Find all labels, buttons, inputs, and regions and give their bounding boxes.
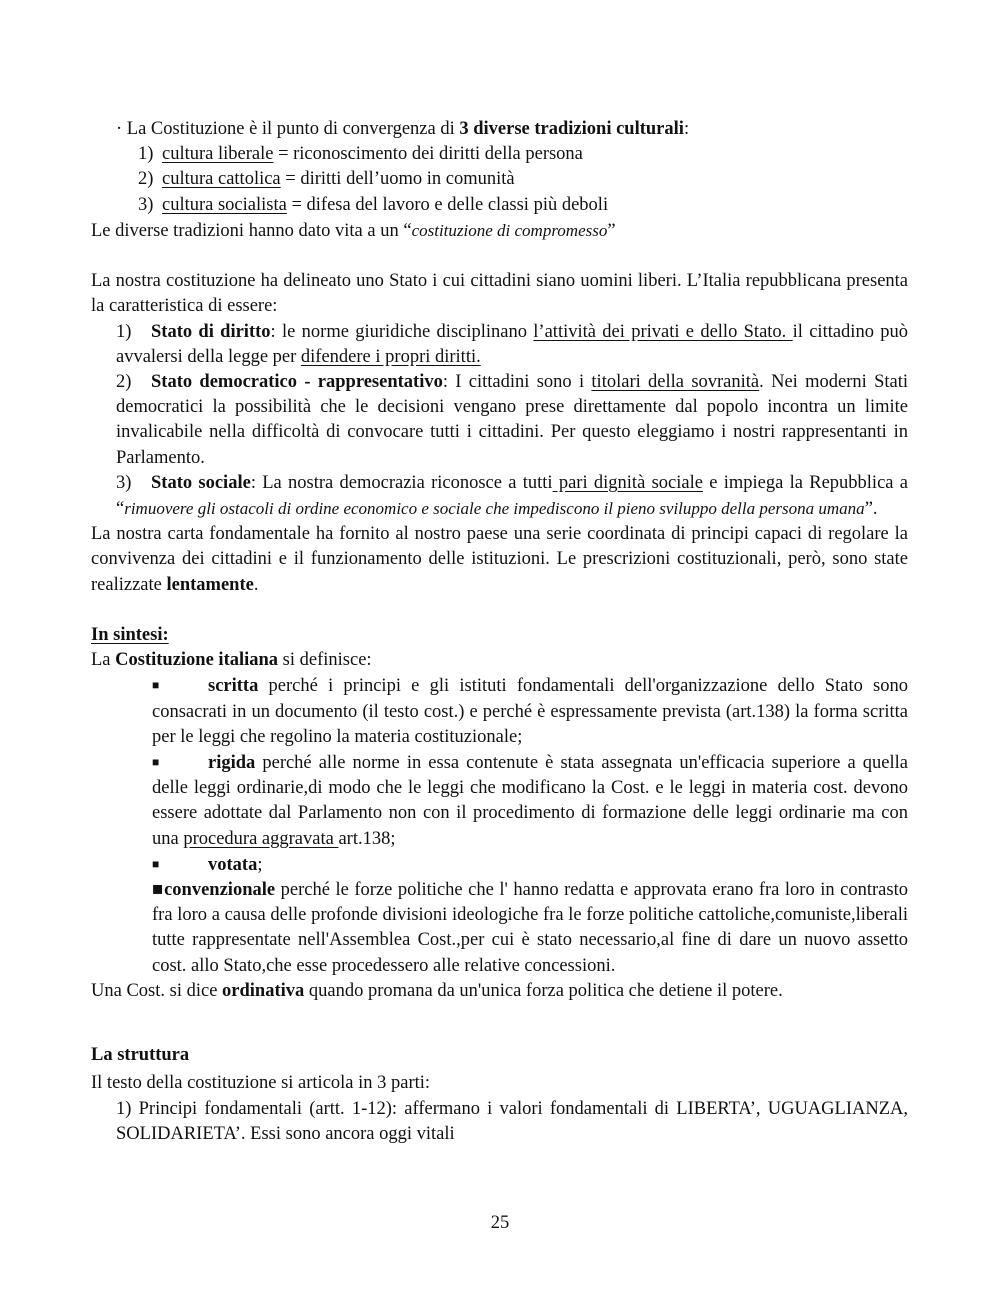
- item-quote: rimuovere gli ostacoli di ordine economico e sociale che impediscono il pieno sviluppo della persona umana: [124, 499, 865, 519]
- struttura-intro: Il testo della costituzione si articola in 3 parti:: [91, 1073, 431, 1094]
- bullet-text: perché i principi e gli istituti fondamentali dell'organizzazione dello Stato sono consacrati in un documento (il testo cost.) e perché è espressamente prevista (art.138) la forma scritta per le leggi che regolino la materia costituzionale;: [152, 676, 908, 747]
- sintesi-intro-text: si definisce:: [278, 650, 372, 671]
- struttura-heading: La struttura: [91, 1045, 190, 1066]
- tradition-desc: = difesa del lavoro e delle classi più deboli: [286, 194, 609, 215]
- intro-lead: [91, 117, 908, 142]
- bullet-rigida: [91, 750, 908, 852]
- bullet-text: perché le forze politiche che l' hanno redatta e approvata erano fra loro in contrasto fra loro a causa delle profonde divisioni ideologiche fra le forze politiche cattoliche,comuniste,liberali tutte rappresentate nell'Assemblea Cost.,per cui è stato necessario,al fine di dare un nuovo assetto cost. allo Stato,che esse procedessero alle relative concessioni.: [152, 880, 908, 976]
- stato-paragraph: La nostra costituzione ha delineato uno Stato i cui cittadini siano uomini liberi. L’Italia repubblicana presenta la caratteristica di essere:: [91, 271, 908, 317]
- ordinativa-text: quando promana da un'unica forza politica che detiene il potere.: [304, 980, 783, 1001]
- item-text: : le norme giuridiche disciplinano: [270, 321, 534, 342]
- bullet-votata: [91, 852, 908, 878]
- stato-item-democratico: [91, 370, 908, 471]
- item-text: : I cittadini sono i: [442, 372, 592, 393]
- bullet-text: ;: [257, 854, 263, 875]
- item-title: Stato sociale: [151, 472, 251, 493]
- document-page: [91, 117, 908, 1147]
- item-title: Stato democratico - rappresentativo: [151, 372, 443, 393]
- closing-quote: ”: [607, 220, 616, 241]
- sintesi-intro-text: La: [91, 650, 116, 671]
- sintesi-intro-bold: Costituzione italiana: [115, 650, 279, 671]
- tradition-name: cultura liberale: [162, 144, 274, 165]
- stato-item-diritto: [91, 320, 908, 370]
- bullet-icon: ■: [152, 856, 160, 871]
- sintesi-intro: [91, 648, 908, 673]
- bullet-convenzionale: [91, 878, 908, 979]
- item-underline: difendere i propri diritti.: [300, 346, 481, 367]
- list-number: 2): [116, 372, 132, 393]
- ordinativa-paragraph: [91, 979, 908, 1004]
- closing-text: Le diverse tradizioni hanno dato vita a un “: [91, 220, 412, 241]
- item-text: . Nei moderni Stati democratici la possibilità che le decisioni vengano prese direttamente dal popolo incontra un limite invalicabile nella difficoltà di convocare tutti i cittadini. Per questo eleggiamo i nostri rappresentanti in Parlamento.: [116, 372, 908, 468]
- struttura-item-principi: 1) Principi fondamentali (artt. 1-12): affermano i valori fondamentali di LIBERTA’, UGUAGLIANZA, SOLIDARIETA’. Essi sono ancora oggi vitali: [116, 1098, 908, 1144]
- intro-lead-colon: :: [683, 119, 690, 139]
- tradition-desc: = diritti dell’uomo in comunità: [280, 169, 515, 190]
- carta-bold: lentamente: [166, 574, 254, 595]
- carta-paragraph: [91, 522, 908, 598]
- bullet-icon: ■: [152, 755, 160, 770]
- ordinativa-text: Una Cost. si dice: [91, 980, 223, 1001]
- carta-period: .: [253, 574, 259, 595]
- closing-italic: costituzione di compromesso: [411, 220, 608, 240]
- bullet-icon: ■: [152, 880, 165, 901]
- bullet-underline: procedura aggravata: [183, 828, 339, 849]
- list-number: 2): [138, 169, 154, 190]
- list-number: 3): [116, 472, 132, 493]
- item-text: ”.: [864, 499, 878, 520]
- bullet-icon: ■: [152, 678, 160, 693]
- bullet-title: scritta: [208, 676, 259, 697]
- intro-closing: [91, 218, 908, 244]
- ordinativa-bold: ordinativa: [222, 980, 305, 1001]
- sintesi-heading: In sintesi:: [91, 625, 169, 646]
- list-item: [138, 193, 908, 218]
- list-item: [138, 167, 908, 192]
- list-number: 3): [138, 194, 154, 215]
- carta-text: La nostra carta fondamentale ha fornito al nostro paese una serie coordinata di principi capaci di regolare la convivenza dei cittadini e il funzionamento delle istituzioni. Le prescrizioni costituzionali, però, sono state realizzate: [91, 524, 908, 595]
- bullet-title: convenzionale: [164, 880, 276, 901]
- item-title: Stato di diritto: [151, 321, 271, 342]
- item-text: : La nostra democrazia riconosce a tutti: [250, 472, 553, 493]
- traditions-list: [91, 142, 908, 218]
- bullet-text: perché alle norme in essa contenute è stata assegnata un'efficacia superiore a quella delle leggi ordinarie,di modo che le leggi che modificano la Cost. e le leggi in materia cost. devono essere adottate dal Parlamento non con il procedimento di formazione delle leggi ordinarie ma con una: [152, 753, 908, 849]
- item-underline: titolari della sovranità: [591, 372, 760, 393]
- bullet-title: rigida: [208, 753, 256, 774]
- list-number: 1): [116, 321, 132, 342]
- intro-lead-text: · La Costituzione è il punto di convergenza di: [116, 119, 460, 139]
- intro-lead-bold: 3 diverse tradizioni culturali: [459, 119, 684, 139]
- bullet-title: votata: [208, 854, 258, 875]
- bullet-scritta: [91, 673, 908, 750]
- bullet-text: art.138;: [338, 828, 396, 849]
- tradition-name: cultura cattolica: [162, 169, 281, 190]
- page-number: 25: [490, 1213, 510, 1233]
- tradition-name: cultura socialista: [162, 194, 287, 215]
- item-underline: pari dignità sociale: [552, 472, 703, 493]
- list-number: 1): [138, 144, 154, 165]
- list-item: [138, 142, 908, 167]
- item-underline: l’attività dei privati e dello Stato.: [533, 321, 793, 342]
- tradition-desc: = riconoscimento dei diritti della persona: [273, 144, 583, 165]
- stato-item-sociale: [91, 471, 908, 522]
- item-text: il cittadino può avvalersi della legge per: [116, 321, 909, 367]
- item-text: e impiega la Repubblica a “: [116, 472, 908, 520]
